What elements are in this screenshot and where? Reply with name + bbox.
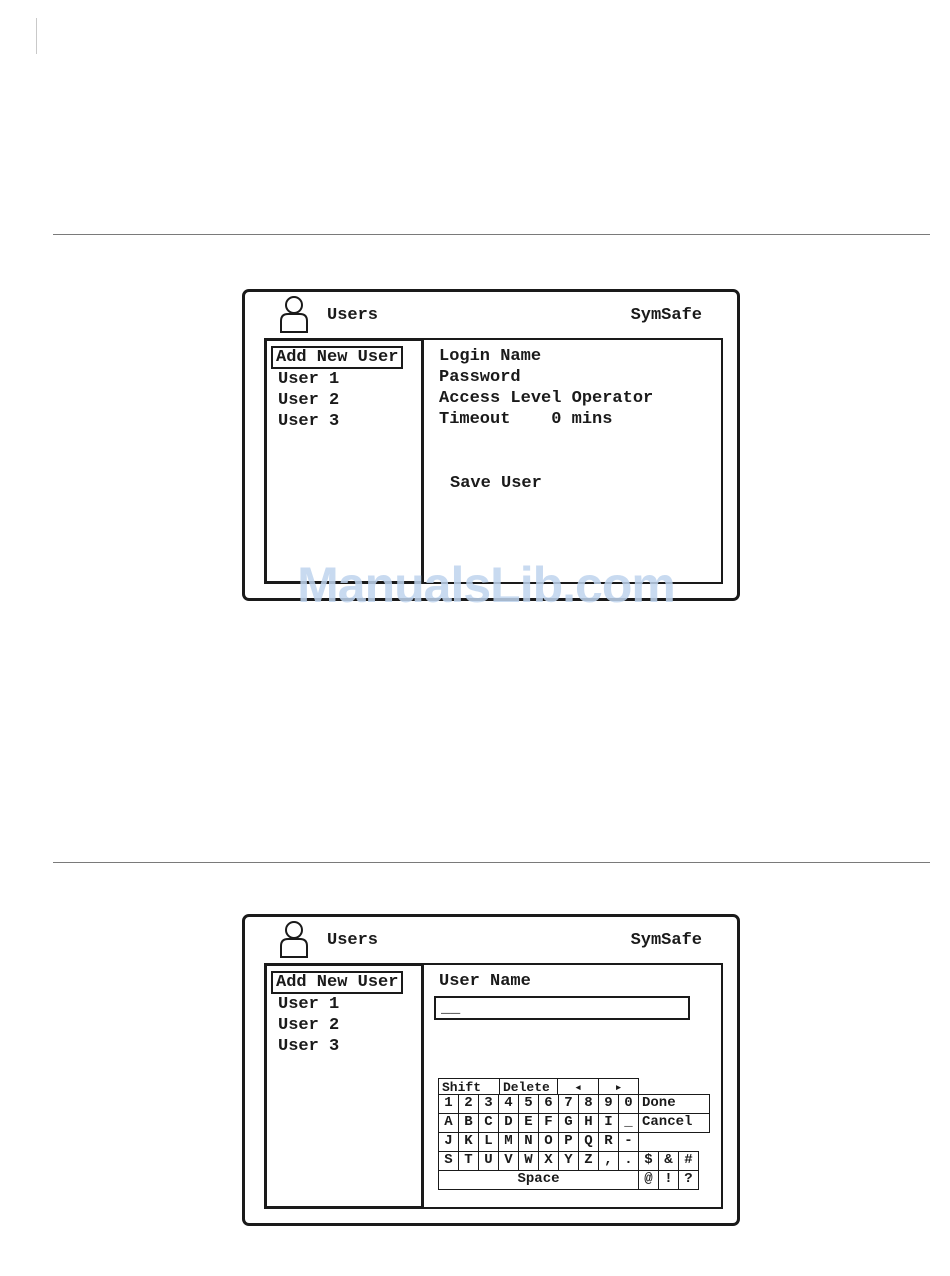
key-3[interactable]: 3 xyxy=(478,1094,499,1114)
watermark: ManualsLib.com xyxy=(297,557,675,613)
key-h[interactable]: H xyxy=(578,1113,599,1133)
users-screen-keyboard xyxy=(242,914,740,1226)
key-7[interactable]: 7 xyxy=(558,1094,579,1114)
key-r[interactable]: R xyxy=(598,1132,619,1152)
login-name-field[interactable]: Login Name xyxy=(439,347,542,366)
add-new-user-item[interactable]: Add New User xyxy=(271,971,403,994)
key-1[interactable]: 1 xyxy=(438,1094,459,1114)
space-key[interactable]: Space xyxy=(438,1170,639,1190)
key-4[interactable]: 4 xyxy=(498,1094,519,1114)
key-t[interactable]: T xyxy=(458,1151,479,1171)
user-name-label: User Name xyxy=(439,972,531,991)
screen-title: Users xyxy=(327,306,379,325)
password-field[interactable]: Password xyxy=(439,368,521,387)
save-user-button[interactable]: Save User xyxy=(450,474,542,493)
key-q[interactable]: Q xyxy=(578,1132,599,1152)
key-g[interactable]: G xyxy=(558,1113,579,1133)
user-list-item[interactable]: User 2 xyxy=(278,1016,340,1035)
brand-label: SymSafe xyxy=(630,306,702,325)
key-u[interactable]: U xyxy=(478,1151,499,1171)
add-new-user-item[interactable]: Add New User xyxy=(271,346,403,369)
key-period[interactable]: . xyxy=(618,1151,639,1171)
key-dollar[interactable]: $ xyxy=(638,1151,659,1171)
access-level-field[interactable]: Access Level Operator xyxy=(439,389,654,408)
key-ampersand[interactable]: & xyxy=(658,1151,679,1171)
user-icon xyxy=(278,920,310,958)
margin-mark xyxy=(36,18,37,54)
user-list-item[interactable]: User 1 xyxy=(278,995,340,1014)
key-8[interactable]: 8 xyxy=(578,1094,599,1114)
key-p[interactable]: P xyxy=(558,1132,579,1152)
user-detail-panel xyxy=(424,963,723,1209)
key-6[interactable]: 6 xyxy=(538,1094,559,1114)
key-d[interactable]: D xyxy=(498,1113,519,1133)
key-k[interactable]: K xyxy=(458,1132,479,1152)
key-s[interactable]: S xyxy=(438,1151,459,1171)
screen-title: Users xyxy=(327,931,379,950)
user-detail-panel xyxy=(424,338,723,584)
key-question[interactable]: ? xyxy=(678,1170,699,1190)
key-2[interactable]: 2 xyxy=(458,1094,479,1114)
key-exclamation[interactable]: ! xyxy=(658,1170,679,1190)
key-b[interactable]: B xyxy=(458,1113,479,1133)
key-c[interactable]: C xyxy=(478,1113,499,1133)
key-y[interactable]: Y xyxy=(558,1151,579,1171)
section-divider-top xyxy=(53,234,930,235)
brand-label: SymSafe xyxy=(630,931,702,950)
user-list xyxy=(264,338,424,584)
key-j[interactable]: J xyxy=(438,1132,459,1152)
shift-key[interactable]: Shift xyxy=(438,1078,500,1095)
key-a[interactable]: A xyxy=(438,1113,459,1133)
user-list-item[interactable]: User 1 xyxy=(278,370,340,389)
cursor-left-key[interactable]: ◂ xyxy=(557,1078,599,1095)
done-key[interactable]: Done xyxy=(638,1094,710,1114)
section-divider-bottom xyxy=(53,862,930,863)
user-list-item[interactable]: User 3 xyxy=(278,1037,340,1056)
key-0[interactable]: 0 xyxy=(618,1094,639,1114)
on-screen-keyboard xyxy=(438,1078,710,1197)
key-underscore[interactable]: _ xyxy=(618,1113,639,1133)
user-list xyxy=(264,963,424,1209)
delete-key[interactable]: Delete xyxy=(499,1078,558,1095)
cursor-right-key[interactable]: ▸ xyxy=(598,1078,639,1095)
key-m[interactable]: M xyxy=(498,1132,519,1152)
key-v[interactable]: V xyxy=(498,1151,519,1171)
key-hyphen[interactable]: - xyxy=(618,1132,639,1152)
key-o[interactable]: O xyxy=(538,1132,559,1152)
key-9[interactable]: 9 xyxy=(598,1094,619,1114)
key-n[interactable]: N xyxy=(518,1132,539,1152)
key-f[interactable]: F xyxy=(538,1113,559,1133)
key-comma[interactable]: , xyxy=(598,1151,619,1171)
key-x[interactable]: X xyxy=(538,1151,559,1171)
cancel-key[interactable]: Cancel xyxy=(638,1113,710,1133)
key-hash[interactable]: # xyxy=(678,1151,699,1171)
key-at[interactable]: @ xyxy=(638,1170,659,1190)
key-l[interactable]: L xyxy=(478,1132,499,1152)
key-e[interactable]: E xyxy=(518,1113,539,1133)
key-i[interactable]: I xyxy=(598,1113,619,1133)
key-z[interactable]: Z xyxy=(578,1151,599,1171)
key-5[interactable]: 5 xyxy=(518,1094,539,1114)
user-name-input[interactable] xyxy=(434,996,690,1020)
user-list-item[interactable]: User 3 xyxy=(278,412,340,431)
user-list-item[interactable]: User 2 xyxy=(278,391,340,410)
key-w[interactable]: W xyxy=(518,1151,539,1171)
user-icon xyxy=(278,295,310,333)
timeout-field[interactable]: Timeout 0 mins xyxy=(439,410,613,429)
users-screen-form xyxy=(242,289,740,601)
